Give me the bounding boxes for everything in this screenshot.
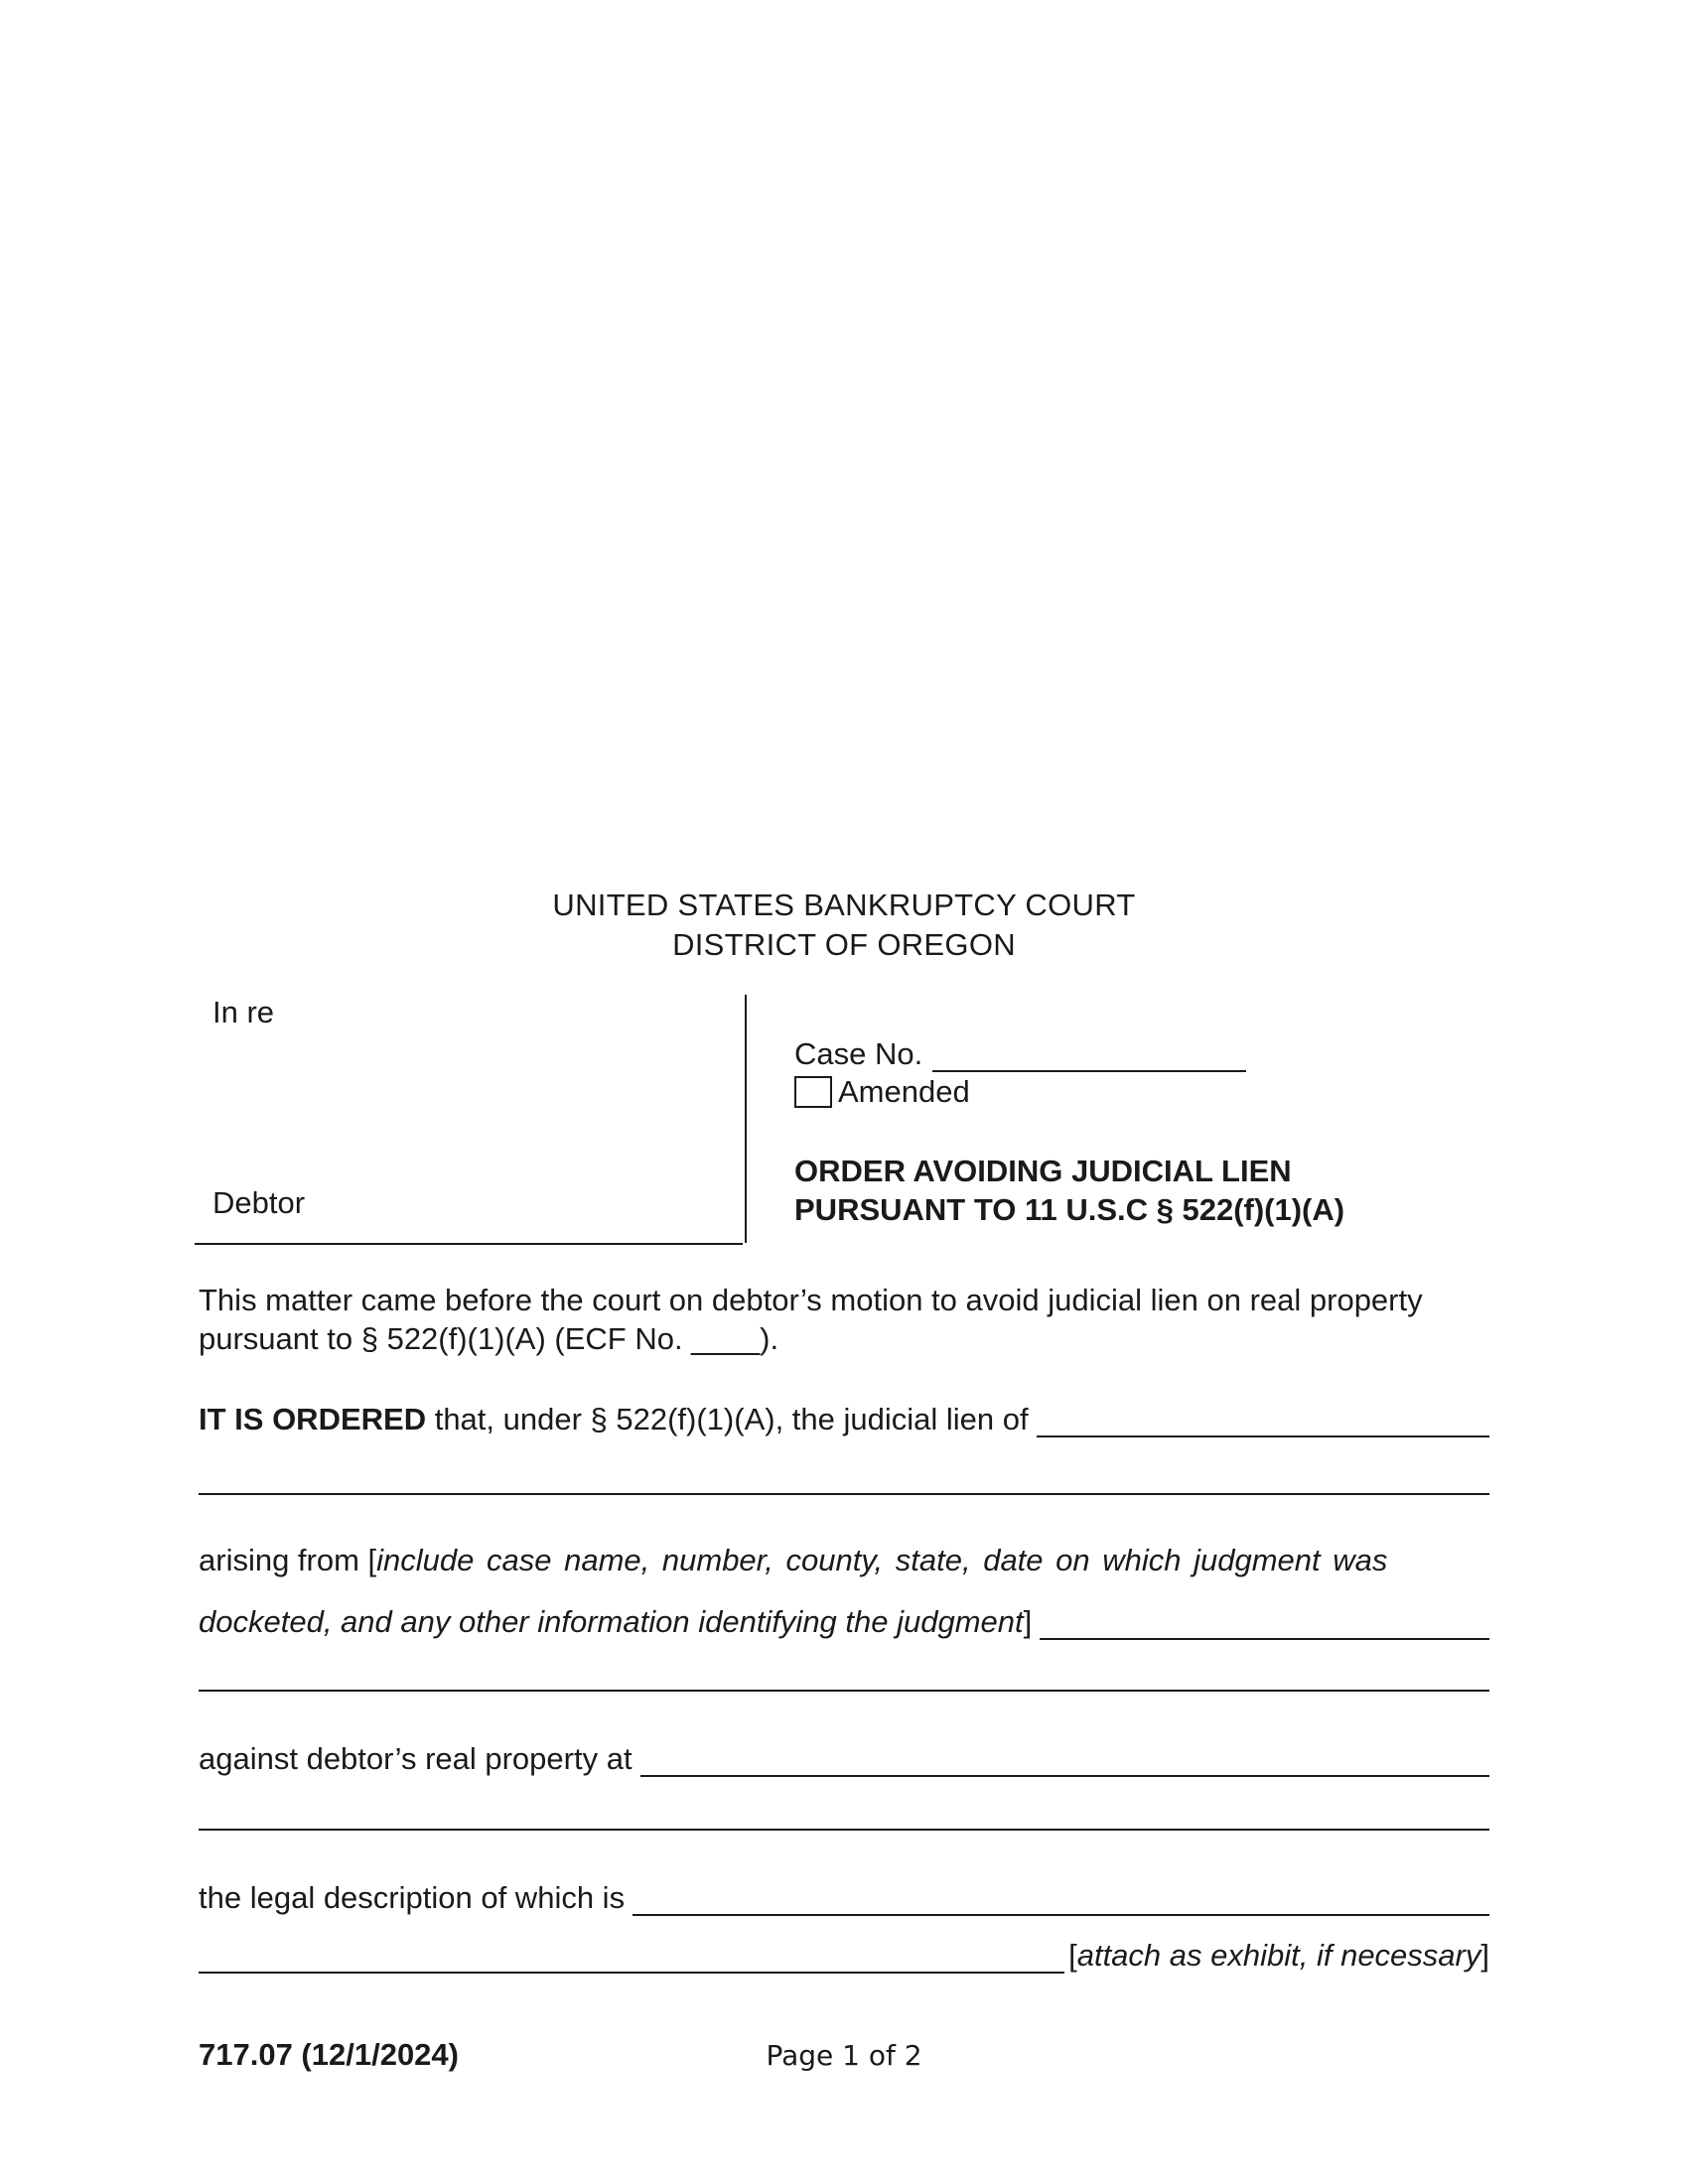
intro-line1: This matter came before the court on debtor’s motion to avoid judicial lien on real property xyxy=(199,1283,1423,1317)
arising-instructions-2: docketed, and any other information identifying the judgment xyxy=(199,1604,1024,1639)
legal-description-row xyxy=(199,1876,1489,1916)
caption-case-info xyxy=(794,1032,1569,1229)
page-number: Page 1 of 2 xyxy=(766,2039,922,2072)
ordered-row xyxy=(199,1398,1489,1437)
arising-line2 xyxy=(199,1600,1489,1640)
caption-party-box xyxy=(195,995,743,1245)
arising-prefix: arising from [ xyxy=(199,1543,377,1577)
amended-row xyxy=(794,1072,1569,1112)
judgment-info-field-line2[interactable] xyxy=(199,1690,1489,1692)
order-title-line2: PURSUANT TO 11 U.S.C § 522(f)(1)(A) xyxy=(794,1192,1345,1227)
amended-label: Amended xyxy=(838,1074,970,1109)
caption-divider xyxy=(745,995,747,1243)
property-row xyxy=(199,1737,1489,1777)
legal-description-label: the legal description of which is xyxy=(199,1880,626,1915)
intro-line2: pursuant to § 522(f)(1)(A) (ECF No. ____). xyxy=(199,1321,779,1356)
legal-description-field[interactable] xyxy=(633,1882,1489,1916)
court-district: DISTRICT OF OREGON xyxy=(672,927,1016,962)
property-address-field-line2[interactable] xyxy=(199,1829,1489,1831)
property-address-field[interactable] xyxy=(640,1743,1489,1777)
form-number: 717.07 (12/1/2024) xyxy=(199,2037,459,2072)
arising-suffix: ] xyxy=(1023,1604,1033,1639)
lienholder-field-line2[interactable] xyxy=(199,1493,1489,1495)
attach-row xyxy=(199,1934,1489,1974)
court-header xyxy=(0,886,1688,965)
lienholder-field[interactable] xyxy=(1037,1404,1489,1437)
judgment-info-field[interactable] xyxy=(1040,1606,1489,1640)
arising-instructions-1: include case name, number, county, state, date on which judgment was xyxy=(376,1543,1388,1577)
case-number-label: Case No. xyxy=(794,1036,923,1071)
amended-checkbox[interactable] xyxy=(794,1076,832,1108)
arising-line1 xyxy=(199,1541,1489,1579)
attach-prefix: [ xyxy=(1068,1938,1077,1973)
attach-instruction: attach as exhibit, if necessary xyxy=(1076,1938,1481,1973)
order-title xyxy=(794,1152,1569,1229)
case-number-row xyxy=(794,1032,1569,1072)
ordered-heading: IT IS ORDERED xyxy=(199,1402,427,1436)
in-re-label: In re xyxy=(212,995,275,1029)
property-label: against debtor’s real property at xyxy=(199,1741,633,1776)
debtor-label: Debtor xyxy=(212,1185,306,1220)
ordered-text: that, under § 522(f)(1)(A), the judicial lien of xyxy=(426,1402,1029,1436)
legal-description-field-line2[interactable] xyxy=(199,1940,1064,1974)
attach-suffix: ] xyxy=(1480,1938,1489,1973)
court-name: UNITED STATES BANKRUPTCY COURT xyxy=(552,887,1136,922)
order-title-line1: ORDER AVOIDING JUDICIAL LIEN xyxy=(794,1154,1292,1188)
case-number-field[interactable] xyxy=(932,1036,1246,1072)
intro-paragraph xyxy=(199,1281,1489,1358)
